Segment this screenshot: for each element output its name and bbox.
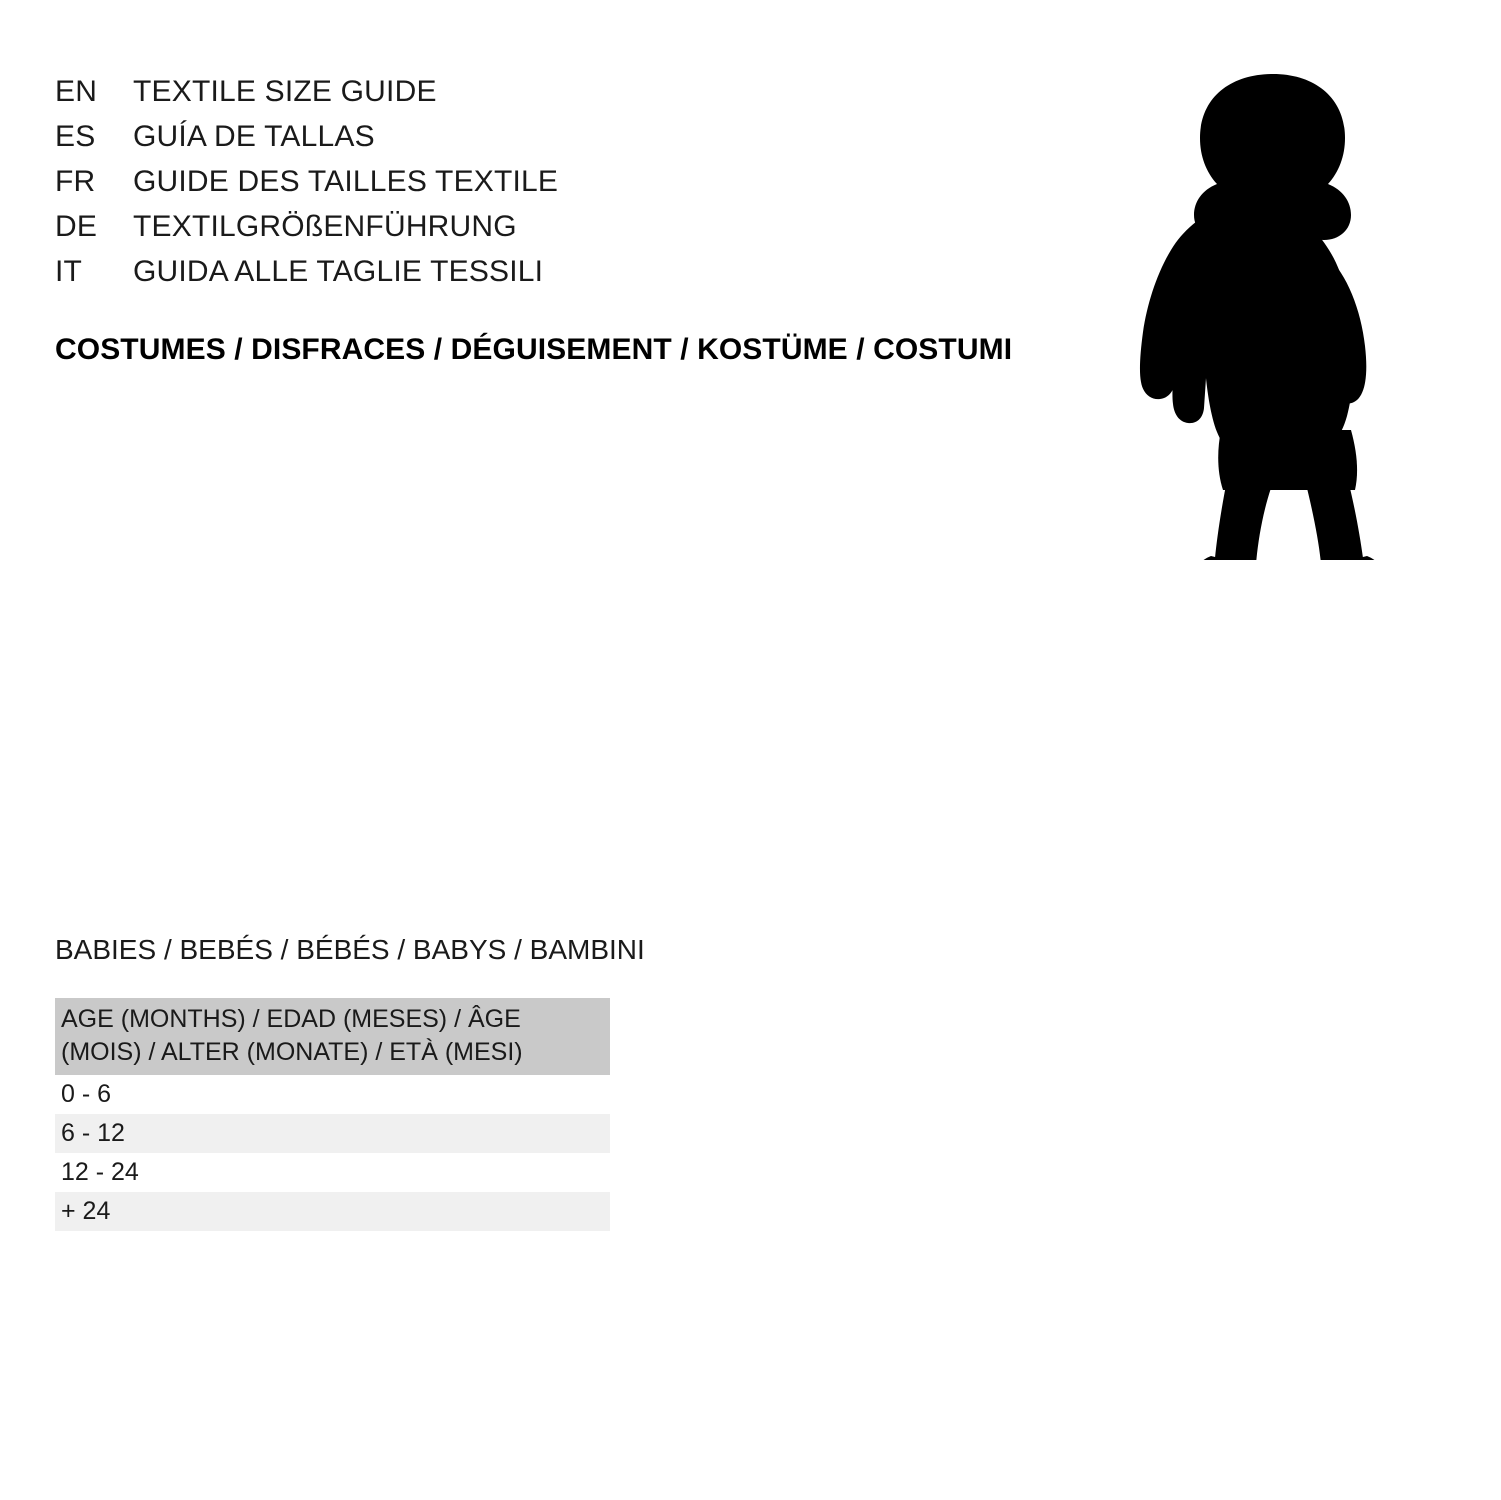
table-row: [55, 1153, 610, 1192]
size-table-header-row: [55, 998, 610, 1075]
table-row: [55, 1192, 610, 1231]
size-table-head: [55, 998, 610, 1075]
language-text-es: GUÍA DE TALLAS: [133, 120, 375, 153]
size-table: [55, 998, 610, 1231]
language-text-de: TEXTILGRÖßENFÜHRUNG: [133, 210, 517, 243]
table-row: [55, 1114, 610, 1153]
language-code-de: DE: [55, 210, 98, 243]
language-row-de: [55, 210, 1055, 255]
language-row-en: [55, 75, 1055, 120]
language-text-fr: GUIDE DES TAILLES TEXTILE: [133, 165, 559, 198]
language-list: [55, 75, 1055, 300]
category-line: COSTUMES / DISFRACES / DÉGUISEMENT / KOSTÜME / COSTUMI: [55, 333, 1013, 366]
language-text-it: GUIDA ALLE TAGLIE TESSILI: [133, 255, 544, 288]
size-table-column-header-age: AGE (MONTHS) / EDAD (MESES) / ÂGE (MOIS) / ALTER (MONATE) / ETÀ (MESI): [55, 998, 610, 1075]
age-range-value: 12 - 24: [55, 1153, 610, 1192]
language-code-fr: FR: [55, 165, 96, 198]
age-range-value: 6 - 12: [55, 1114, 610, 1153]
age-range-value: 0 - 6: [55, 1075, 610, 1114]
language-code-es: ES: [55, 120, 96, 153]
language-row-it: [55, 255, 1055, 300]
language-code-it: IT: [55, 255, 83, 288]
language-code-en: EN: [55, 75, 98, 108]
table-row: [55, 1075, 610, 1114]
size-table-body: [55, 1075, 610, 1231]
baby-silhouette-icon: [1105, 60, 1445, 560]
language-row-fr: [55, 165, 1055, 210]
table-title: BABIES / BEBÉS / BÉBÉS / BABYS / BAMBINI: [55, 934, 645, 965]
age-range-value: + 24: [55, 1192, 610, 1231]
language-row-es: [55, 120, 1055, 165]
language-text-en: TEXTILE SIZE GUIDE: [133, 75, 437, 108]
